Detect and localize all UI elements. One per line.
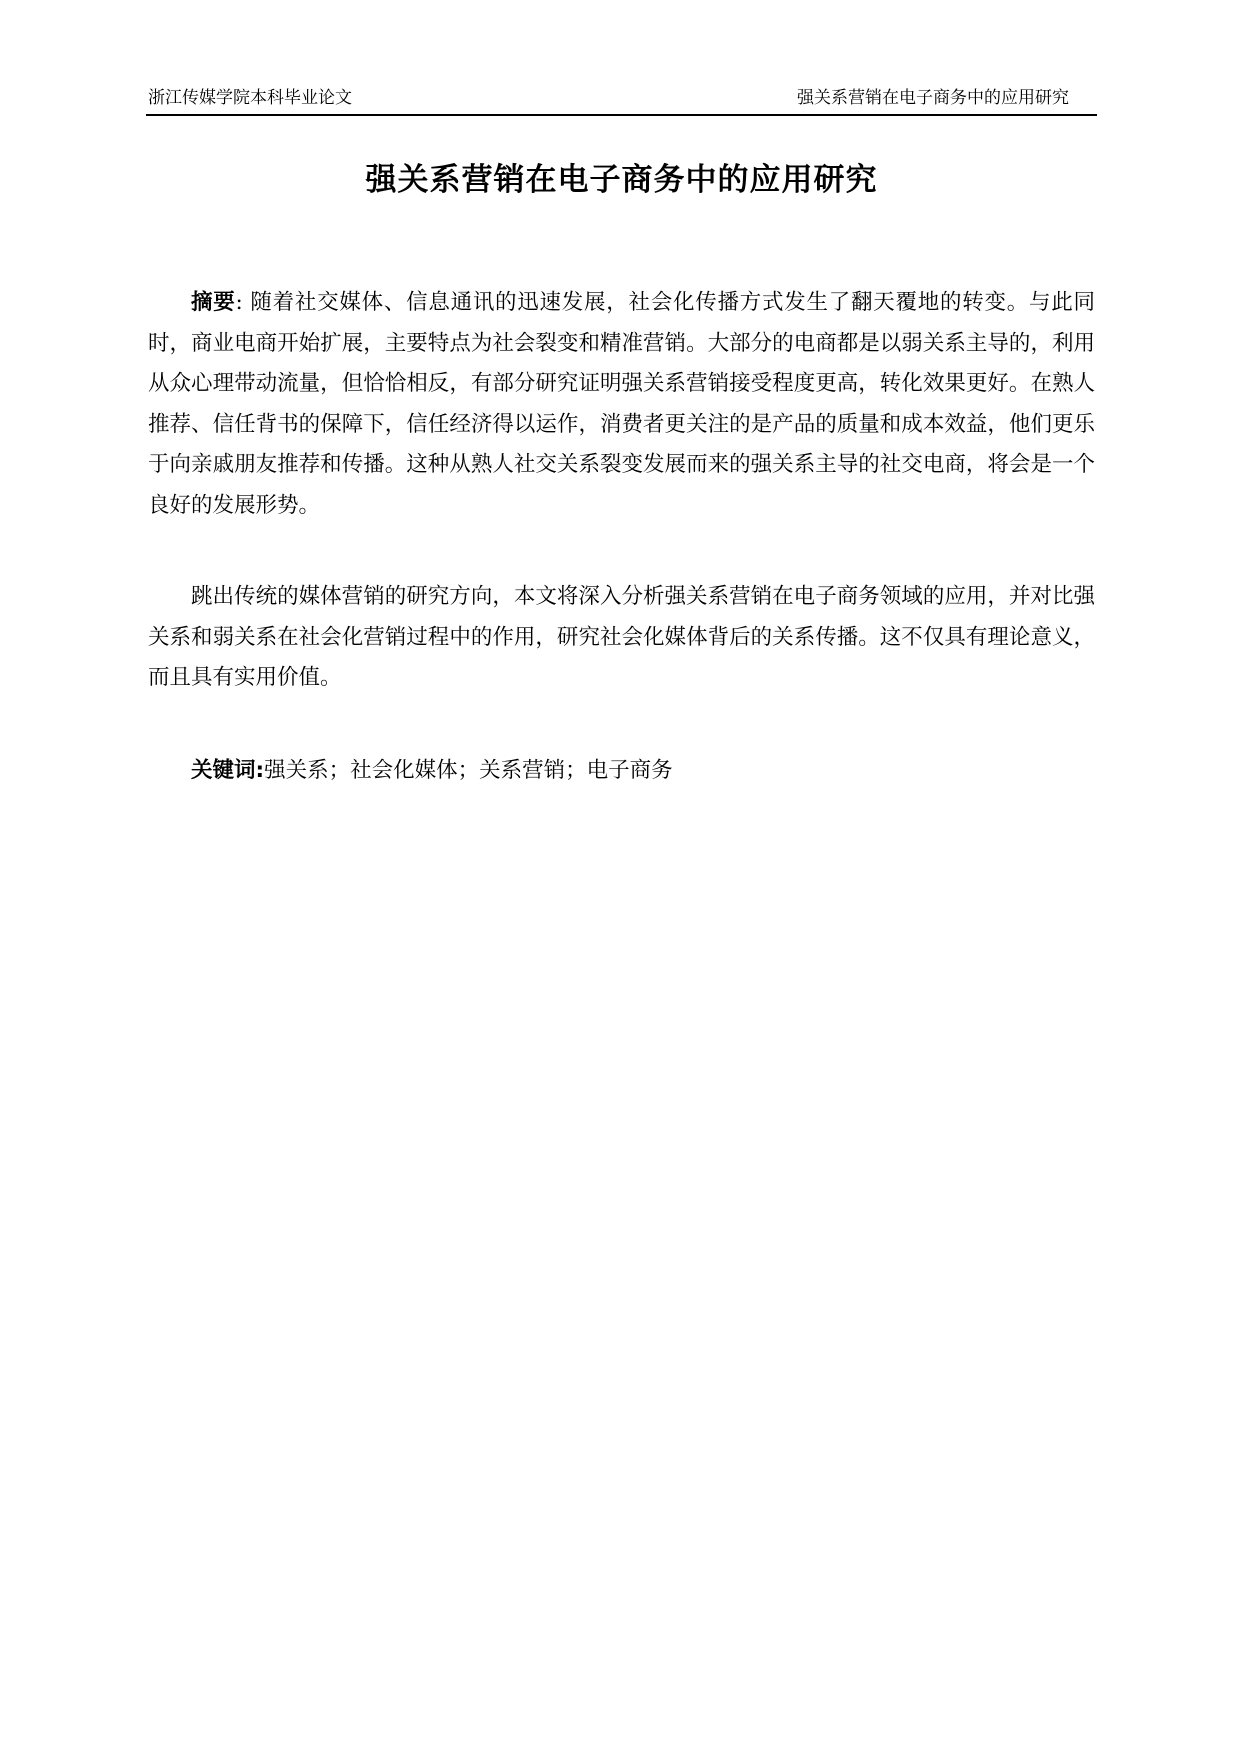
abstract-paragraph (148, 283, 1095, 526)
paper-title: 强关系营销在电子商务中的应用研究 (365, 162, 878, 198)
keywords-text: 强关系；社会化媒体；关系营销；电子商务 (264, 758, 673, 783)
abstract-text: 随着社交媒体、信息通讯的迅速发展，社会化传播方式发生了翻天覆地的转变。与此同时，商业电商开始扩展，主要特点为社会裂变和精准营销。大部分的电商都是以弱关系主导的，利用从众心理带动流量，但恰恰相反，有部分研究证明强关系营销接受程度更高，转化效果更好。在熟人推荐、信任背书的保障下，信任经济得以运作，消费者更关注的是产品的质量和成本效益，他们更乐于向亲戚朋友推荐和传播。这种从熟人社交关系裂变发展而来的强关系主导的社交电商，将会是一个良好的发展形势。 (148, 290, 1095, 518)
keywords-line (148, 751, 1095, 792)
abstract-paragraph-2: 跳出传统的媒体营销的研究方向，本文将深入分析强关系营销在电子商务领域的应用，并对比强关系和弱关系在社会化营销过程中的作用，研究社会化媒体背后的关系传播。这不仅具有理论意义，而且具有实用价值。 (148, 584, 1095, 690)
header-institution: 浙江传媒学院本科毕业论文 (148, 88, 352, 108)
keywords-label: 关键词: (191, 758, 265, 783)
abstract-colon: : (235, 290, 243, 315)
abstract-label: 摘要 (191, 290, 236, 315)
header-paper-title: 强关系营销在电子商务中的应用研究 (797, 88, 1069, 108)
page-header (146, 86, 1097, 116)
